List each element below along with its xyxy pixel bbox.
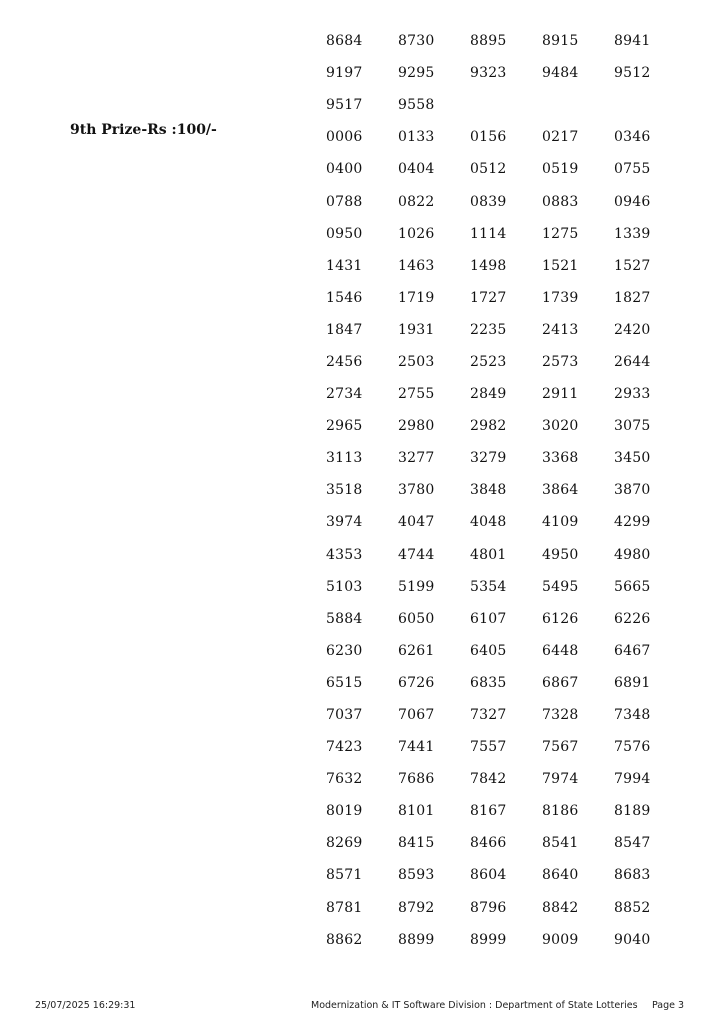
winning-number: 8852 (614, 899, 651, 916)
winning-number: 0755 (614, 161, 651, 178)
winning-number: 0839 (470, 193, 507, 210)
number-row (326, 282, 686, 314)
winning-number: 5884 (326, 610, 363, 627)
winning-number: 6891 (614, 674, 651, 691)
winning-number: 8792 (398, 899, 435, 916)
number-row (326, 121, 686, 153)
winning-number: 4801 (470, 546, 507, 563)
winning-number: 1827 (614, 289, 651, 306)
winning-number: 0950 (326, 225, 363, 242)
number-row (326, 763, 686, 795)
winning-number: 8547 (614, 835, 651, 852)
winning-number: 5495 (542, 578, 579, 595)
winning-number: 7327 (470, 707, 507, 724)
number-row (326, 185, 686, 217)
winning-number: 8781 (326, 899, 363, 916)
winning-number: 9009 (542, 931, 579, 948)
winning-number: 4744 (398, 546, 435, 563)
winning-number: 9040 (614, 931, 651, 948)
winning-number: 0883 (542, 193, 579, 210)
winning-number: 0006 (326, 129, 363, 146)
footer-division: Modernization & IT Software Division : Department of State Lotteries (311, 1000, 638, 1011)
winning-number: 6226 (614, 610, 651, 627)
number-row (326, 410, 686, 442)
winning-number: 0156 (470, 129, 507, 146)
winning-number: 2849 (470, 386, 507, 403)
winning-number: 2413 (542, 321, 579, 338)
winning-number: 9512 (614, 65, 651, 82)
winning-number: 6835 (470, 674, 507, 691)
winning-number: 3518 (326, 482, 363, 499)
winning-number: 1521 (542, 257, 579, 274)
number-row (326, 57, 686, 89)
winning-number: 4299 (614, 514, 651, 531)
winning-number: 8167 (470, 803, 507, 820)
winning-number: 8541 (542, 835, 579, 852)
winning-number: 9323 (470, 65, 507, 82)
winning-number: 1739 (542, 289, 579, 306)
winning-number: 3279 (470, 450, 507, 467)
footer-page-number: Page 3 (652, 1000, 685, 1011)
number-row (326, 378, 686, 410)
winning-number: 7348 (614, 707, 651, 724)
winning-number: 6467 (614, 642, 651, 659)
winning-number: 7557 (470, 739, 507, 756)
winning-number: 7842 (470, 771, 507, 788)
winning-number: 8899 (398, 931, 435, 948)
winning-number: 8915 (542, 33, 579, 50)
number-row (326, 603, 686, 635)
winning-number: 1498 (470, 257, 507, 274)
winning-number: 4048 (470, 514, 507, 531)
number-row (326, 442, 686, 474)
winning-number: 5103 (326, 578, 363, 595)
number-row (326, 346, 686, 378)
winning-number: 4950 (542, 546, 579, 563)
winning-number: 8683 (614, 867, 651, 884)
winning-number: 6726 (398, 674, 435, 691)
number-row (326, 699, 686, 731)
number-row (326, 89, 686, 121)
winning-number: 2980 (398, 418, 435, 435)
winning-number: 1719 (398, 289, 435, 306)
winning-number: 8862 (326, 931, 363, 948)
number-row (326, 859, 686, 891)
winning-number: 7441 (398, 739, 435, 756)
winning-number: 3113 (326, 450, 363, 467)
winning-number: 0788 (326, 193, 363, 210)
winning-number: 2573 (542, 353, 579, 370)
winning-number: 2755 (398, 386, 435, 403)
winning-number: 1431 (326, 257, 363, 274)
winning-number: 8999 (470, 931, 507, 948)
winning-number: 5665 (614, 578, 651, 595)
winning-number: 0404 (398, 161, 435, 178)
footer-timestamp: 25/07/2025 16:29:31 (35, 1000, 136, 1011)
winning-number: 2965 (326, 418, 363, 435)
winning-number: 8895 (470, 33, 507, 50)
number-row (326, 924, 686, 956)
number-row (326, 731, 686, 763)
winning-number: 3780 (398, 482, 435, 499)
winning-number: 9197 (326, 65, 363, 82)
winning-number: 1727 (470, 289, 507, 306)
winning-numbers-grid (326, 25, 686, 956)
winning-number: 9558 (398, 97, 435, 114)
number-row (326, 25, 686, 57)
winning-number: 8019 (326, 803, 363, 820)
number-row (326, 250, 686, 282)
number-row (326, 506, 686, 538)
winning-number: 5199 (398, 578, 435, 595)
winning-number: 2982 (470, 418, 507, 435)
number-row (326, 795, 686, 827)
winning-number: 2933 (614, 386, 651, 403)
number-row (326, 153, 686, 185)
winning-number: 1527 (614, 257, 651, 274)
number-row (326, 667, 686, 699)
winning-number: 7994 (614, 771, 651, 788)
winning-number: 0217 (542, 129, 579, 146)
winning-number: 8466 (470, 835, 507, 852)
winning-number: 3848 (470, 482, 507, 499)
number-row (326, 827, 686, 859)
winning-number: 0400 (326, 161, 363, 178)
winning-number: 2420 (614, 321, 651, 338)
winning-number: 8941 (614, 33, 651, 50)
winning-number: 6448 (542, 642, 579, 659)
winning-number: 7067 (398, 707, 435, 724)
winning-number: 2911 (542, 386, 579, 403)
winning-number: 1847 (326, 321, 363, 338)
winning-number: 6405 (470, 642, 507, 659)
winning-number: 1026 (398, 225, 435, 242)
winning-number: 6126 (542, 610, 579, 627)
winning-number: 2523 (470, 353, 507, 370)
winning-number: 2734 (326, 386, 363, 403)
winning-number: 6107 (470, 610, 507, 627)
winning-number: 3277 (398, 450, 435, 467)
winning-number: 2456 (326, 353, 363, 370)
winning-number: 6515 (326, 674, 363, 691)
winning-number: 2235 (470, 321, 507, 338)
winning-number: 4980 (614, 546, 651, 563)
number-row (326, 539, 686, 571)
winning-number: 3870 (614, 482, 651, 499)
winning-number: 8684 (326, 33, 363, 50)
winning-number: 8415 (398, 835, 435, 852)
winning-number: 9295 (398, 65, 435, 82)
winning-number: 7974 (542, 771, 579, 788)
winning-number: 8269 (326, 835, 363, 852)
number-row (326, 218, 686, 250)
winning-number: 3864 (542, 482, 579, 499)
winning-number: 1546 (326, 289, 363, 306)
winning-number: 8796 (470, 899, 507, 916)
winning-number: 8640 (542, 867, 579, 884)
winning-number: 9517 (326, 97, 363, 114)
winning-number: 2644 (614, 353, 651, 370)
winning-number: 6230 (326, 642, 363, 659)
number-row (326, 571, 686, 603)
winning-number: 1275 (542, 225, 579, 242)
winning-number: 3075 (614, 418, 651, 435)
prize-heading-9th: 9th Prize-Rs :100/- (70, 122, 217, 138)
number-row (326, 892, 686, 924)
winning-number: 4047 (398, 514, 435, 531)
number-row (326, 635, 686, 667)
winning-number: 8842 (542, 899, 579, 916)
winning-number: 4109 (542, 514, 579, 531)
winning-number: 1463 (398, 257, 435, 274)
winning-number: 7686 (398, 771, 435, 788)
winning-number: 1931 (398, 321, 435, 338)
winning-number: 7423 (326, 739, 363, 756)
winning-number: 1339 (614, 225, 651, 242)
winning-number: 6867 (542, 674, 579, 691)
winning-number: 0346 (614, 129, 651, 146)
winning-number: 3974 (326, 514, 363, 531)
winning-number: 4353 (326, 546, 363, 563)
winning-number: 3020 (542, 418, 579, 435)
winning-number: 3368 (542, 450, 579, 467)
winning-number: 2503 (398, 353, 435, 370)
winning-number: 7632 (326, 771, 363, 788)
winning-number: 7567 (542, 739, 579, 756)
winning-number: 0519 (542, 161, 579, 178)
winning-number: 0133 (398, 129, 435, 146)
winning-number: 0512 (470, 161, 507, 178)
number-row (326, 474, 686, 506)
winning-number: 8593 (398, 867, 435, 884)
winning-number: 3450 (614, 450, 651, 467)
winning-number: 8189 (614, 803, 651, 820)
winning-number: 8101 (398, 803, 435, 820)
winning-number: 7328 (542, 707, 579, 724)
number-row (326, 314, 686, 346)
winning-number: 0946 (614, 193, 651, 210)
winning-number: 1114 (470, 225, 507, 242)
winning-number: 7576 (614, 739, 651, 756)
winning-number: 0822 (398, 193, 435, 210)
winning-number: 8571 (326, 867, 363, 884)
winning-number: 7037 (326, 707, 363, 724)
winning-number: 6261 (398, 642, 435, 659)
winning-number: 8604 (470, 867, 507, 884)
winning-number: 8186 (542, 803, 579, 820)
winning-number: 6050 (398, 610, 435, 627)
winning-number: 9484 (542, 65, 579, 82)
winning-number: 8730 (398, 33, 435, 50)
winning-number: 5354 (470, 578, 507, 595)
